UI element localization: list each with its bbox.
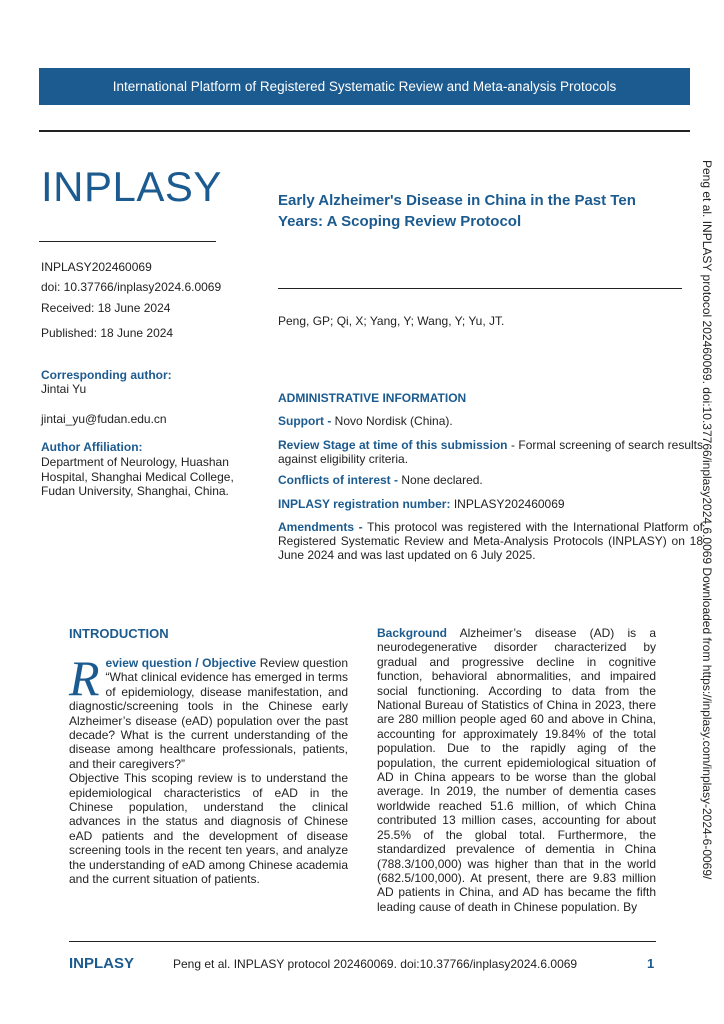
objective-paragraph: Objective This scoping review is to understand the epidemiological characteristics of eAD in the Chinese population, understand the clinical advances in the status and diagnosis of Chinese eAD patients and the development of disease screening tools in the recent ten years, and analyze the understanding of eAD among Chinese academia and the current situation of patients. — [69, 771, 348, 887]
corresponding-author-name: Jintai Yu — [41, 382, 87, 396]
introduction-column — [69, 650, 348, 887]
banner-text: International Platform of Registered Systematic Review and Meta-analysis Protocols — [112, 79, 617, 94]
review-question-label: eview question / Objective — [105, 656, 257, 670]
registration-number-row — [278, 497, 703, 511]
footer-citation: Peng et al. INPLASY protocol 202460069. doi:10.37766/inplasy2024.6.0069 — [173, 957, 578, 971]
background-label: Background — [377, 626, 448, 640]
support-text: Novo Nordisk (China). — [334, 414, 453, 428]
conflicts-label: Conflicts of interest - — [278, 473, 399, 487]
registration-number-label: INPLASY registration number: — [278, 497, 451, 511]
registration-id: INPLASY202460069 — [41, 260, 152, 274]
amendments-label: Amendments - — [278, 520, 363, 534]
logo-underline — [39, 241, 216, 242]
review-stage-row — [278, 438, 703, 466]
paper-title — [278, 190, 678, 232]
background-column — [377, 626, 656, 914]
registration-number-text: INPLASY202460069 — [453, 497, 565, 511]
admin-heading — [278, 391, 703, 405]
title-line-1: Early Alzheimer's Disease in China in the Past Ten — [278, 192, 636, 209]
affiliation-text: Department of Neurology, Huashan Hospital, Shanghai Medical College, Fudan University, Shanghai, China. — [41, 455, 234, 498]
introduction-heading: INTRODUCTION — [69, 626, 169, 641]
top-divider — [39, 130, 690, 132]
conflicts-text: None declared. — [401, 473, 483, 487]
title-line-2: Years: A Scoping Review Protocol — [278, 213, 522, 230]
admin-heading-text: ADMINISTRATIVE INFORMATION — [278, 391, 467, 405]
footer-divider — [69, 941, 656, 942]
received-date: Received: 18 June 2024 — [41, 301, 171, 315]
side-citation-text: Peng et al. INPLASY protocol 202460069. doi:10.37766/inplasy2024.6.0069 Downloaded from https://inplasy.com/inplasy-2024-6-0069/ — [700, 160, 714, 880]
author-list: Peng, GP; Qi, X; Yang, Y; Wang, Y; Yu, JT. — [278, 314, 505, 328]
support-row — [278, 414, 703, 428]
title-divider — [278, 288, 682, 289]
review-stage-label: Review Stage at time of this submission — [278, 438, 508, 452]
affiliation-label: Author Affiliation: — [41, 440, 143, 454]
review-stage-text: - Formal screening of search results against eligibility criteria. — [278, 438, 703, 466]
background-text: Alzheimer’s disease (AD) is a neurodegenerative disorder characterized by gradual and progressive decline in cognitive function, behavioral abnormalities, and impaired social functioning. According to data from the National Bureau of Statistics of China in 2023, there are 280 million people aged 60 and above in China, accounting for approximately 19.84% of the total population. Due to the rapidly aging of the population, the current epidemiological situation of AD in China appears to be worse than the global average. In 2019, the number of dementia cases worldwide reached 51.6 million, of which China contributed 13 million cases, accounting for about 25.5% of the global total. Furthermore, the standardized prevalence of dementia in China (788.3/100,000) was higher than that in the world (682.5/100,000). At present, there are 9.83 million AD patients in China, and AD has became the fifth leading cause of death in Chinese population. By — [377, 626, 656, 914]
journal-banner — [39, 68, 690, 105]
doi[interactable]: doi: 10.37766/inplasy2024.6.0069 — [41, 280, 222, 294]
review-question-text: Review question “What clinical evidence has emerged in terms of epidemiology, disease manifestation, and diagnostic/screening tools in the Chinese early Alzheimer’s disease (eAD) population over the past decade? What is the current understanding of the disease among healthcare professionals, patients, and their caregivers?” — [69, 656, 348, 771]
published-date: Published: 18 June 2024 — [41, 326, 174, 340]
journal-logo: INPLASY — [41, 163, 222, 210]
corresponding-author-email[interactable]: jintai_yu@fudan.edu.cn — [41, 412, 167, 426]
side-citation — [700, 160, 718, 900]
footer-logo: INPLASY — [69, 955, 135, 972]
amendments-text: This protocol was registered with the International Platform of Registered Systematic Review and Meta-Analysis Protocols (INPLASY) on 18 June 2024 and was last updated on 6 July 2025. — [278, 520, 703, 562]
amendments-row — [278, 520, 703, 562]
corresponding-author-label: Corresponding author: — [41, 368, 172, 382]
drop-cap: R — [69, 650, 100, 706]
support-label: Support - — [278, 414, 332, 428]
conflicts-row — [278, 473, 703, 487]
page-number: 1 — [647, 956, 655, 971]
